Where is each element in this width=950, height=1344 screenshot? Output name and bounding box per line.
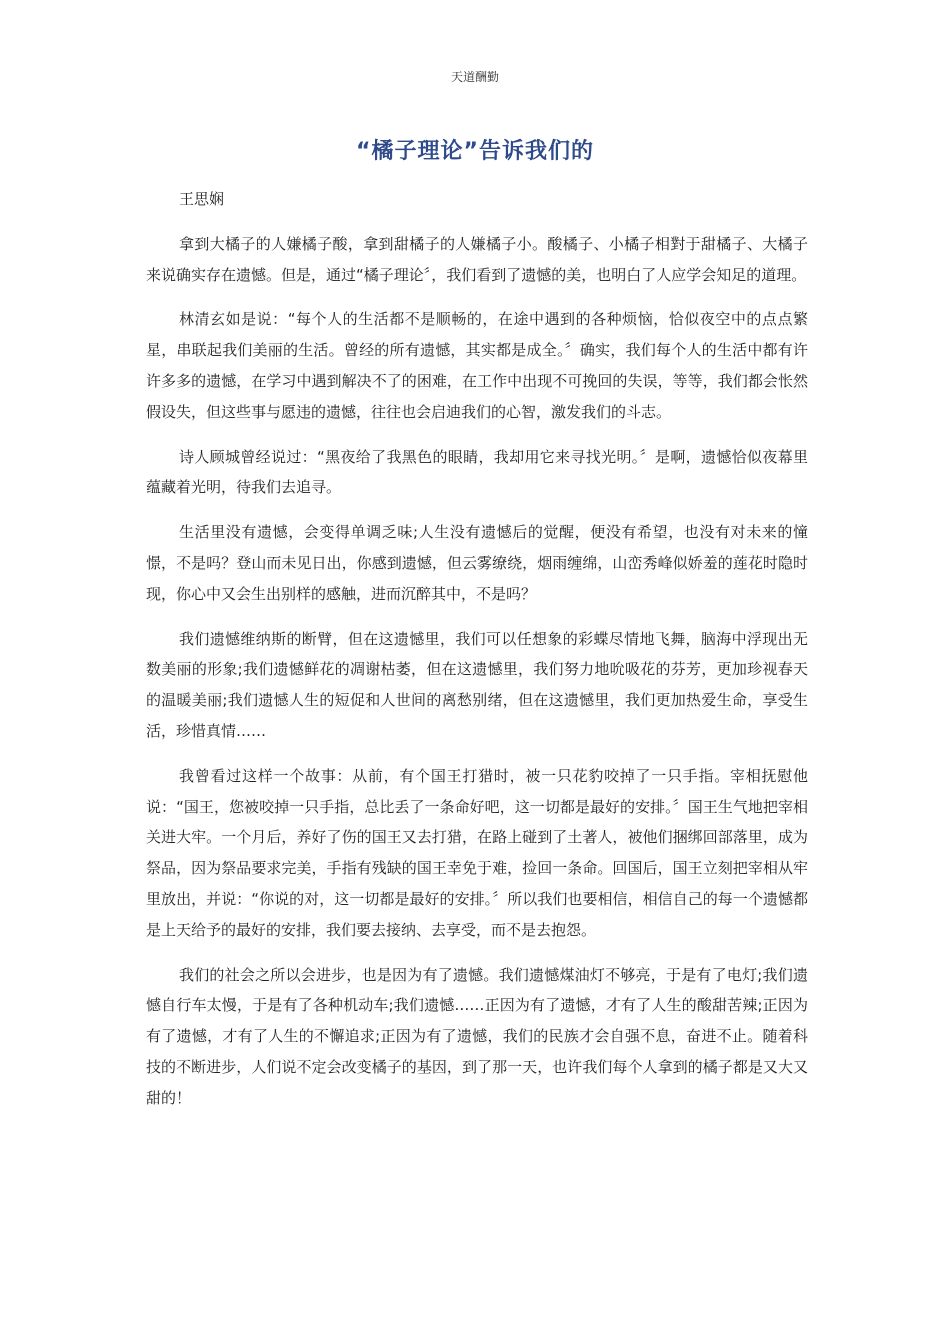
paragraph: 我们的社会之所以会进步，也是因为有了遗憾。我们遗憾煤油灯不够亮，于是有了电灯;我们遗憾自行车太慢，于是有了各种机动车;我们遗憾……正因为有了遗憾，才有了人生的酸甜苦辣;正因为有了遗憾，才有了人生的不懈追求;正因为有了遗憾，我们的民族才会自强不息，奋进不止。随着科技的不断进步，人们说不定会改变橘子的基因，到了那一天，也许我们每个人拿到的橘子都是又大又甜的！ [146, 965, 808, 1107]
paragraph: 诗人顾城曾经说过：“黑夜给了我黑色的眼睛，我却用它来寻找光明。〞是啊，遗憾恰似夜幕里蕴藏着光明，待我们去追寻。 [146, 447, 808, 497]
article-body [146, 184, 808, 1128]
paragraph: 我们遗憾维纳斯的断臂，但在这遗憾里，我们可以任想象的彩蝶尽情地飞舞，脑海中浮现出无数美丽的形象;我们遗憾鲜花的凋谢枯萎，但在这遗憾里，我们努力地吮吸花的芬芳，更加珍视春天的温暖美丽;我们遗憾人生的短促和人世间的离愁别绪，但在这遗憾里，我们更加热爱生命，享受生活，珍惜真情…… [146, 629, 808, 740]
paragraph: 林清玄如是说：“每个人的生活都不是顺畅的，在途中遇到的各种烦恼，恰似夜空中的点点繁星，串联起我们美丽的生活。曾经的所有遗憾，其实都是成全。〞确实，我们每个人的生活中都有许许多多的遗憾，在学习中遇到解决不了的困难，在工作中出现不可挽回的失误，等等，我们都会怅然假设失，但这些事与愿违的遗憾，往往也会启迪我们的心智，激发我们的斗志。 [146, 310, 808, 421]
author-name: 王思娴 [179, 190, 225, 208]
paragraph: 我曾看过这样一个故事：从前，有个国王打猎时，被一只花豹咬掉了一只手指。宰相抚慰他说：“国王，您被咬掉一只手指，总比丢了一条命好吧，这一切都是最好的安排。〞国王生气地把宰相关进大牢。一个月后，养好了伤的国王又去打猎，在路上碰到了土著人，被他们捆绑回部落里，成为祭品，因为祭品要求完美，手指有残缺的国王幸免于难，捡回一条命。回国后，国王立刻把宰相从牢里放出，并说：“你说的对，这一切都是最好的安排。〞所以我们也要相信，相信自己的每一个遗憾都是上天给予的最好的安排，我们要去接纳、去享受，而不是去抱怨。 [146, 766, 808, 939]
page-header: 天道酬勤 [450, 70, 499, 84]
article-title: “橘子理论”告诉我们的 [356, 139, 594, 164]
paragraph: 拿到大橘子的人嫌橘子酸，拿到甜橘子的人嫌橘子小。酸橘子、小橘子相對于甜橘子、大橘子来说确实存在遗憾。但是，通过“橘子理论〞，我们看到了遗憾的美，也明白了人应学会知足的道理。 [146, 234, 808, 284]
paragraph: 生活里没有遗憾，会变得单调乏味;人生没有遗憾后的觉醒，便没有希望，也没有对未来的憧憬，不是吗？登山而未见日出，你感到遗憾，但云雾缭绕，烟雨缠绵，山峦秀峰似娇羞的莲花时隐时现，你心中又会生出别样的感触，进而沉醉其中，不是吗？ [146, 523, 808, 603]
